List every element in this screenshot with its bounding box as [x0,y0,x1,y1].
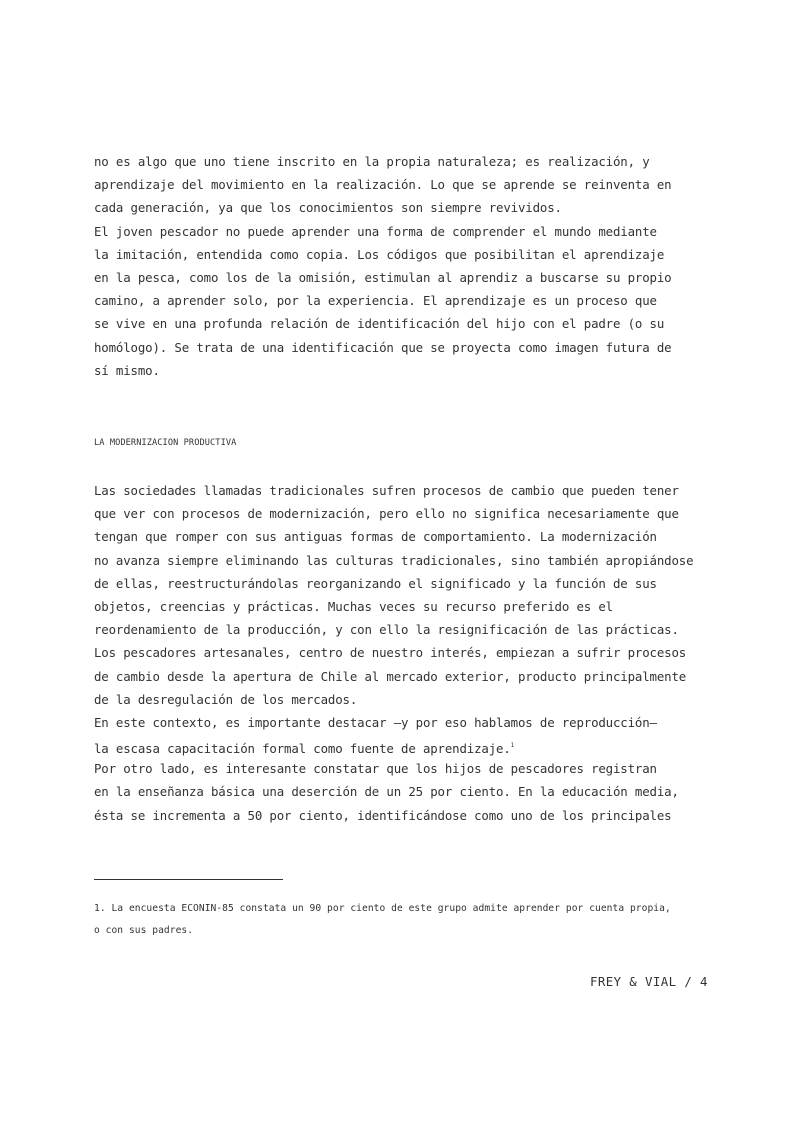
body-line: se vive en una profunda relación de identificación del hijo con el padre (o su [94,316,665,332]
body-line: homólogo). Se trata de una identificación que se proyecta como imagen futura de [94,339,672,355]
body-line [94,734,714,757]
body-line: Por otro lado, es interesante constatar que los hijos de pescadores registran [94,761,657,777]
body-line: en la pesca, como los de la omisión, estimulan al aprendiz a buscarse su propio [94,269,672,285]
body-line: El joven pescador no puede aprender una forma de comprender el mundo mediante [94,223,657,239]
body-line: no avanza siempre eliminando las culturas tradicionales, sino también apropiándose [94,552,694,568]
page-folio: FREY & VIAL / 4 [590,974,708,989]
footnote-line: 1. La encuesta ECONIN-85 constata un 90 por ciento de este grupo admite aprender por cuenta propia, [94,903,671,914]
body-section [94,479,714,827]
footnote [94,898,671,942]
body-line: de ellas, reestructurándolas reorganizando el significado y la función de sus [94,575,657,591]
body-line: cada generación, ya que los conocimientos son siempre revividos. [94,200,562,216]
body-line: de cambio desde la apertura de Chile al mercado exterior, producto principalmente [94,668,687,684]
footnote-reference[interactable]: 1 [510,742,515,750]
body-line: Los pescadores artesanales, centro de nuestro interés, empiezan a sufrir procesos [94,645,687,661]
footnote-line: o con sus padres. [94,925,194,936]
body-line: objetos, creencias y prácticas. Muchas veces su recurso preferido es el [94,598,613,614]
body-line: tengan que romper con sus antiguas formas de comportamiento. La modernización [94,529,657,545]
body-line: la imitación, entendida como copia. Los códigos que posibilitan el aprendizaje [94,246,665,262]
body-line: En este contexto, es importante destacar —y por eso hablamos de reproducción— [94,714,657,730]
body-line: en la enseñanza básica una deserción de un 25 por ciento. En la educación media, [94,784,679,800]
footnote-divider [94,879,283,880]
body-line: reordenamiento de la producción, y con ello la resignificación de las prácticas. [94,622,679,638]
body-line-text: la escasa capacitación formal como fuente de aprendizaje. [94,741,511,757]
body-line: camino, a aprender solo, por la experiencia. El aprendizaje es un proceso que [94,293,657,309]
body-line: Las sociedades llamadas tradicionales sufren procesos de cambio que pueden tener [94,483,679,498]
section-heading: LA MODERNIZACION PRODUCTIVA [94,438,237,448]
body-line: no es algo que uno tiene inscrito en la propia naturaleza; es realización, y [94,154,650,169]
body-line: de la desregulación de los mercados. [94,691,358,707]
body-line: que ver con procesos de modernización, pero ello no significa necesariamente que [94,506,679,522]
body-top [94,150,714,382]
body-line: ésta se incrementa a 50 por ciento, identificándose como uno de los principales [94,807,672,823]
body-line: sí mismo. [94,362,160,378]
body-line: aprendizaje del movimiento en la realización. Lo que se aprende se reinventa en [94,177,672,193]
